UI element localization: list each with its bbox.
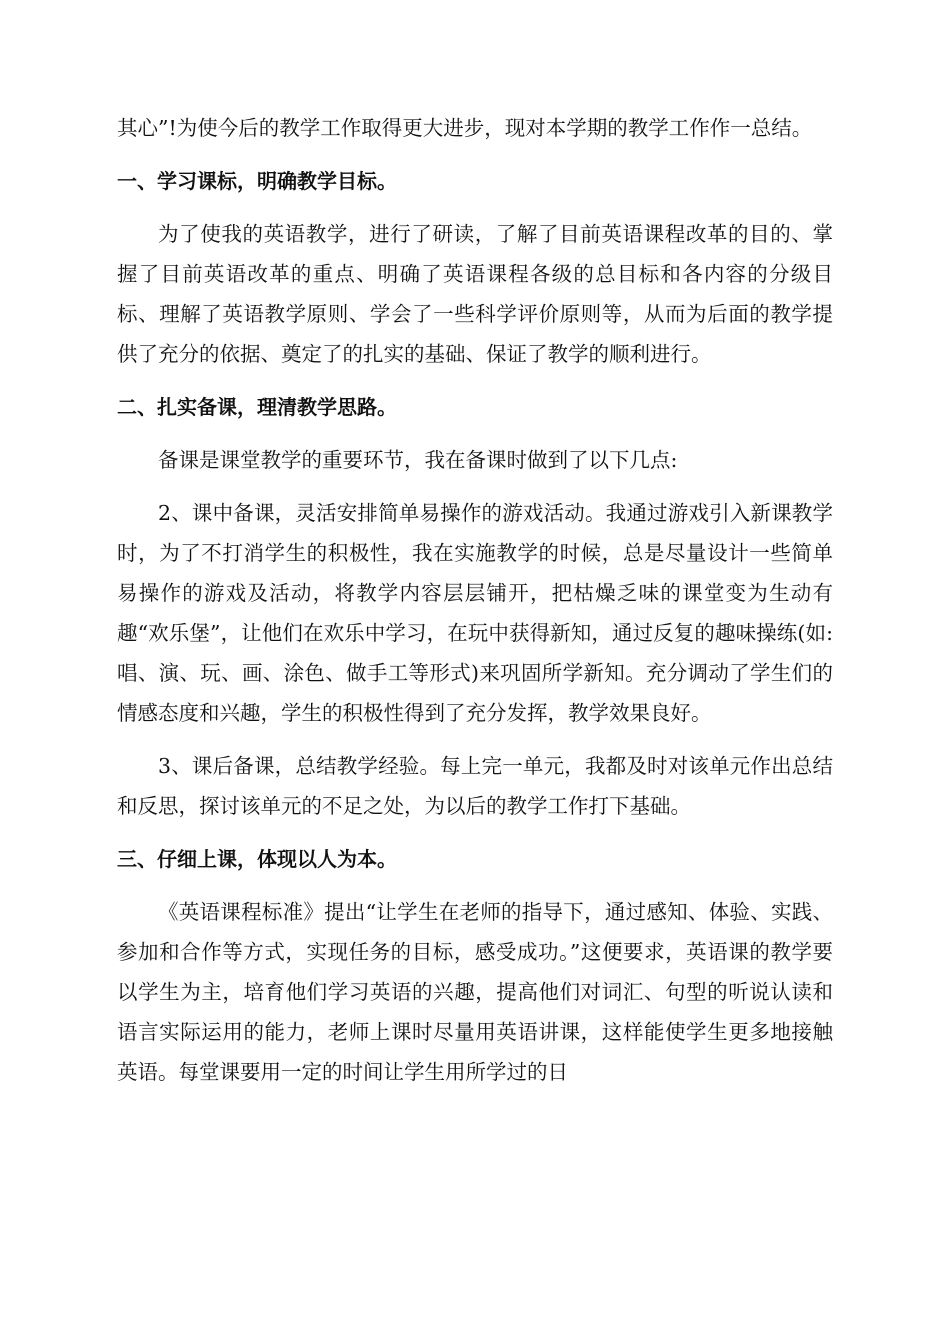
body-paragraph-1: 为了使我的英语教学，进行了研读，了解了目前英语课程改革的目的、掌握了目前英语改革的重点、明确了英语课程各级的总目标和各内容的分级目标、理解了英语教学原则、学会了一些科学评价原则等，从而为后面的教学提供了充分的依据、奠定了的扎实的基础、保证了教学的顺利进行。 [117, 222, 833, 366]
document-body [117, 108, 833, 1092]
body-paragraph-2: 备课是课堂教学的重要环节，我在备课时做到了以下几点: [158, 448, 678, 472]
section-heading-2: 二、扎实备课，理清教学思路。 [117, 395, 397, 419]
body-paragraph-3: 2、课中备课，灵活安排简单易操作的游戏活动。我通过游戏引入新课教学时，为了不打消学生的积极性，我在实施教学的时候，总是尽量设计一些简单易操作的游戏及活动，将教学内容层层铺开，把枯燥乏味的课堂变为生动有趣“欢乐堡”，让他们在欢乐中学习，在玩中获得新知，通过反复的趣味操练(如:唱、演、玩、画、涂色、做手工等形式)来巩固所学新知。充分调动了学生们的情感态度和兴趣，学生的积极性得到了充分发挥，教学效果良好。 [117, 501, 833, 725]
intro-paragraph: 其心”!为使今后的教学工作取得更大进步，现对本学期的教学工作作一总结。 [117, 116, 813, 140]
section-heading-3: 三、仔细上课，体现以人为本。 [117, 847, 397, 871]
body-paragraph-5: 《英语课程标准》提出“让学生在老师的指导下，通过感知、体验、实践、参加和合作等方式，实现任务的目标，感受成功。”这便要求，英语课的教学要以学生为主，培育他们学习英语的兴趣，提高他们对词汇、句型的听说认读和语言实际运用的能力，老师上课时尽量用英语讲课，这样能使学生更多地接触英语。每堂课要用一定的时间让学生用所学过的日 [117, 900, 833, 1084]
section-heading-1: 一、学习课标，明确教学目标。 [117, 169, 397, 193]
body-paragraph-4: 3、课后备课，总结教学经验。每上完一单元，我都及时对该单元作出总结和反思，探讨该单元的不足之处，为以后的教学工作打下基础。 [117, 754, 833, 818]
